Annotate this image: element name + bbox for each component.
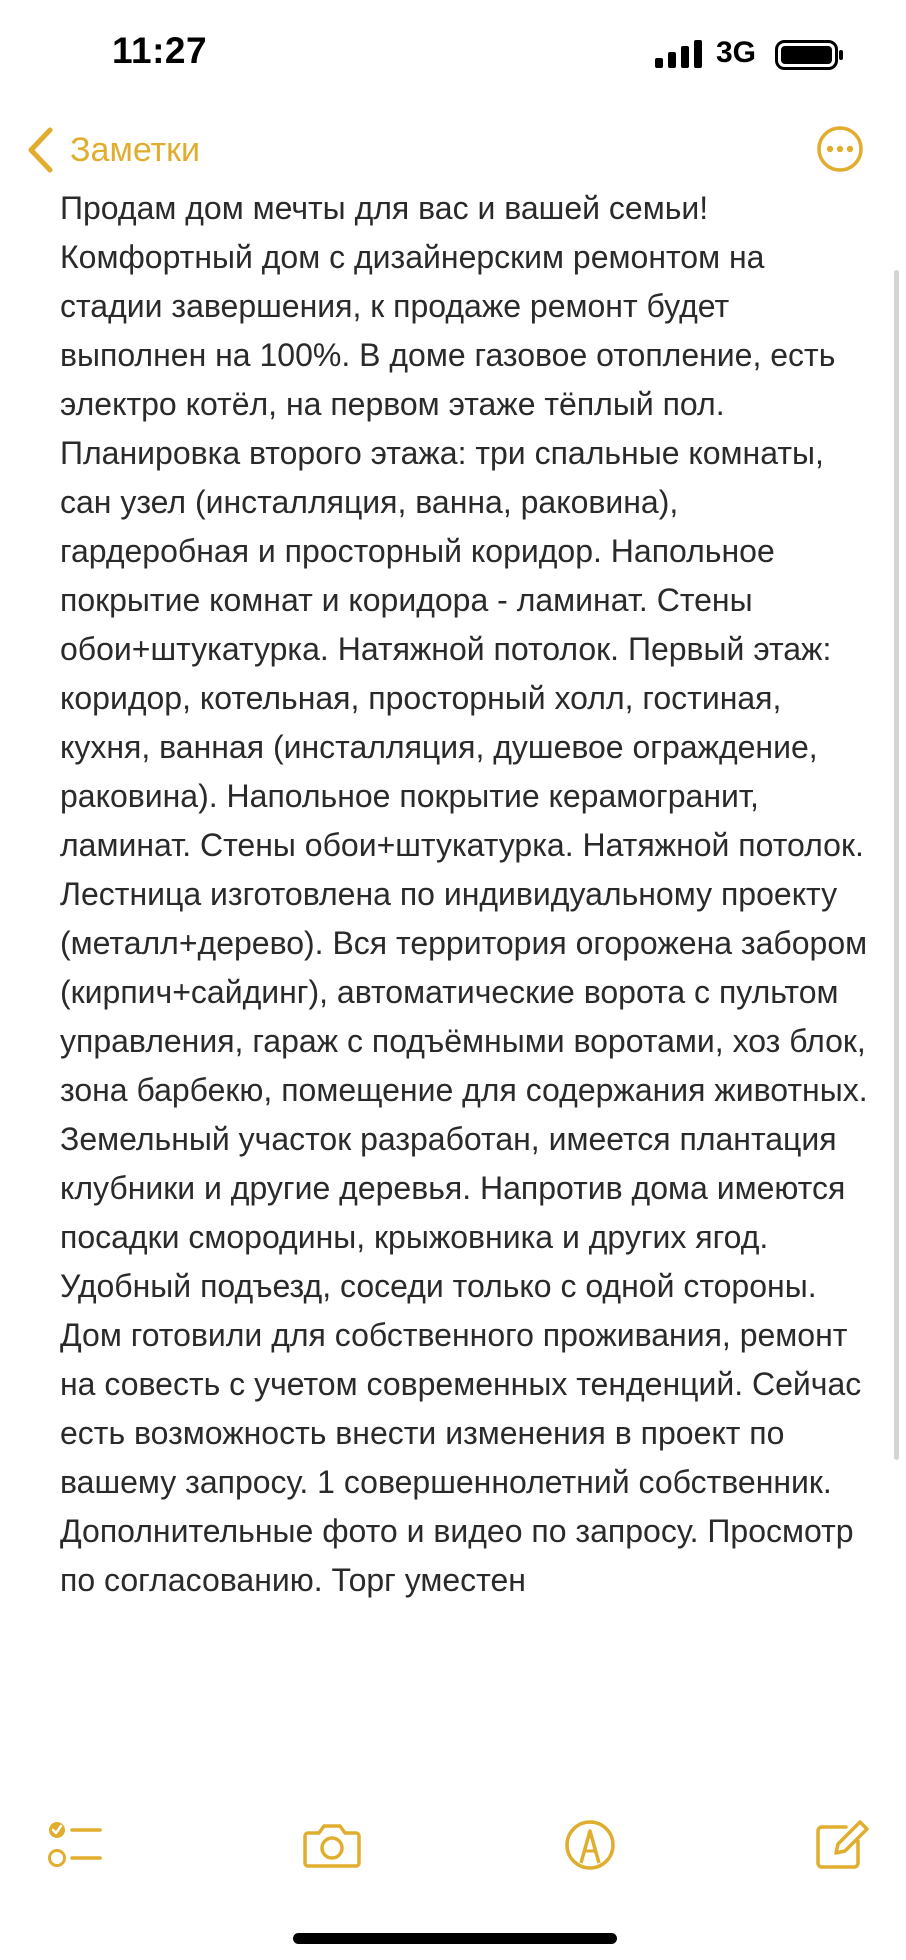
status-time: 11:27: [112, 30, 208, 71]
back-button[interactable]: [26, 122, 200, 178]
home-indicator[interactable]: [293, 1933, 617, 1944]
bottom-toolbar: [0, 1795, 906, 1885]
nav-bar: [0, 110, 906, 190]
back-label: Заметки: [70, 130, 201, 169]
markup-pen-icon[interactable]: [560, 1817, 620, 1873]
status-bar: [0, 0, 906, 110]
scrollbar[interactable]: [894, 270, 899, 1460]
checklist-icon[interactable]: [46, 1817, 106, 1873]
chevron-left-icon: [26, 126, 54, 174]
compose-icon[interactable]: [812, 1817, 872, 1873]
note-body[interactable]: [60, 184, 872, 1784]
camera-icon[interactable]: [302, 1817, 362, 1873]
battery-icon: [775, 40, 845, 70]
signal-strength-icon: [655, 40, 705, 68]
network-type: 3G: [716, 36, 757, 69]
note-text[interactable]: Продам дом мечты для вас и вашей семьи! Комфортный дом с дизайнерским ремонтом на стадии завершения, к продаже ремонт будет выполнен на 100%. В доме газовое отопление, есть электро котёл, на первом этаже тёплый пол. Планировка второго этажа: три спальные комнаты, сан узел (инсталляция, ванна, раковина), гардеробная и просторный коридор. Напольное покрытие комнат и коридора - ламинат. Стены обои+штукатурка. Натяжной потолок. Первый этаж: коридор, котельная, просторный холл, гостиная, кухня, ванная (инсталляция, душевое ограждение, раковина). Напольное покрытие керамогранит, ламинат. Стены обои+штукатурка. Натяжной потолок. Лестница изготовлена по индивидуальному проекту (металл+дерево). Вся территория огорожена забором (кирпич+сайдинг), автоматические ворота с пультом управления, гараж с подъёмными воротами, хоз блок, зона барбекю, помещение для содержания животных. Земельный участок разработан, имеется плантация клубники и другие деревья. Напротив дома имеются посадки смородины, крыжовника и других ягод. Удобный подъезд, соседи только с одной стороны. Дом готовили для собственного проживания, ремонт на совесть с учетом современных тенденций. Сейчас есть возможность внести изменения в проект по вашему запросу. 1 совершеннолетний собственник. Дополнительные фото и видео по запросу. Просмотр по согласованию. Торг уместен: [60, 190, 868, 1598]
ellipsis-circle-icon[interactable]: [815, 124, 865, 174]
